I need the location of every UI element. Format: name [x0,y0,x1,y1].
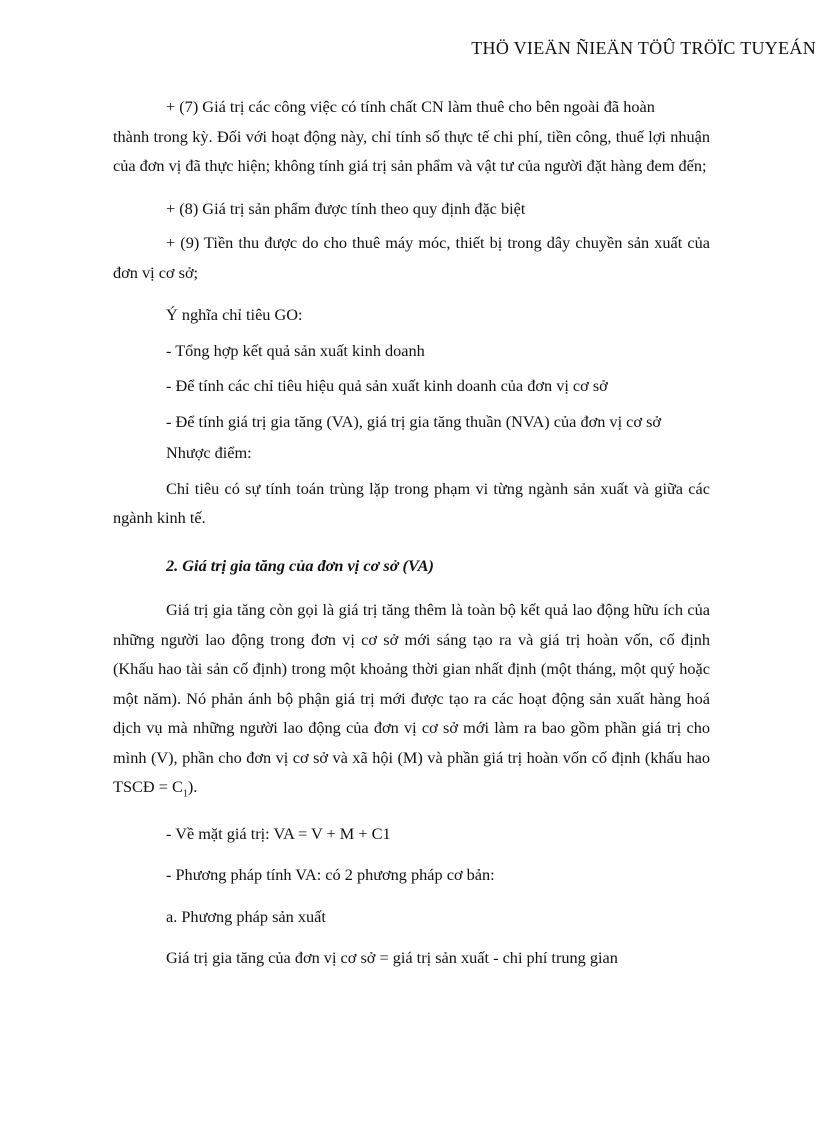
method-a-formula: Giá trị gia tăng của đơn vị cơ sở = giá trị sản xuất - chi phí trung gian [166,948,618,967]
section-heading: 2. Giá trị gia tăng của đơn vị cơ sở (VA) [166,555,434,575]
method-intro: - Phương pháp tính VA: có 2 phương pháp cơ bản: [166,865,495,884]
item-7-paragraph [113,92,710,122]
item-8-paragraph: + (8) Giá trị sản phẩm được tính theo quy định đặc biệt [166,198,526,218]
drawback-title: Nhược điểm: [166,443,252,462]
c1-subscript: 1 [182,788,188,800]
page-header: THÖ VIEÄN ÑIEÄN TÖÛ TRÖÏC TUYEÁN [471,38,816,58]
method-a-title: a. Phương pháp sản xuất [166,906,326,926]
va-definition-paragraph [113,595,710,802]
meaning-item: - Để tính các chỉ tiêu hiệu quả sản xuất kinh doanh của đơn vị cơ sở [166,376,608,395]
document-body [113,92,710,973]
va-definition-end: ). [187,777,198,796]
item-9-paragraph: + (9) Tiền thu được do cho thuê máy móc, thiết bị trong dây chuyền sản xuất của đơn vị cơ sở; [113,233,710,282]
value-formula: - Về mặt giá trị: VA = V + M + C1 [166,823,391,843]
va-definition-text: Giá trị gia tăng còn gọi là giá trị tăng thêm là toàn bộ kết quả lao động hữu ích của những người lao động trong đơn vị cơ sở mới sáng tạo ra và giá trị hoàn vốn, cố định (Khấu hao tài sản cố định) trong một khoảng thời gian nhất định (một tháng, một quý hoặc một năm). Nó phản ánh bộ phận giá trị mới được tạo ra các hoạt động sản xuất hàng hoá dịch vụ mà những người lao động của đơn vị cơ sở mới làm ra bao gồm phần giá trị cho mình (V), phần cho đơn vị cơ sở và xã hội (M) và phần giá trị hoàn vốn cố định (khấu hao TSCĐ = C [113,600,710,796]
drawback-text: Chỉ tiêu có sự tính toán trùng lặp trong phạm vi từng ngành sản xuất và giữa các ngành kinh tế. [113,478,710,527]
meaning-title: Ý nghĩa chỉ tiêu GO: [166,305,303,324]
item-7-first-line: + (7) Giá trị các công việc có tính chất CN làm thuê cho bên ngoài đã hoàn [166,97,655,116]
meaning-item: - Để tính giá trị gia tăng (VA), giá trị gia tăng thuần (NVA) của đơn vị cơ sở [166,411,662,431]
item-7-continuation: thành trong kỳ. Đối với hoạt động này, chỉ tính số thực tế chi phí, tiền công, thuế lợi nhuận của đơn vị đã thực hiện; không tính giá trị sản phẩm và vật tư của người đặt hàng đem đến; [113,126,710,175]
meaning-item: - Tổng hợp kết quả sản xuất kinh doanh [166,340,425,360]
